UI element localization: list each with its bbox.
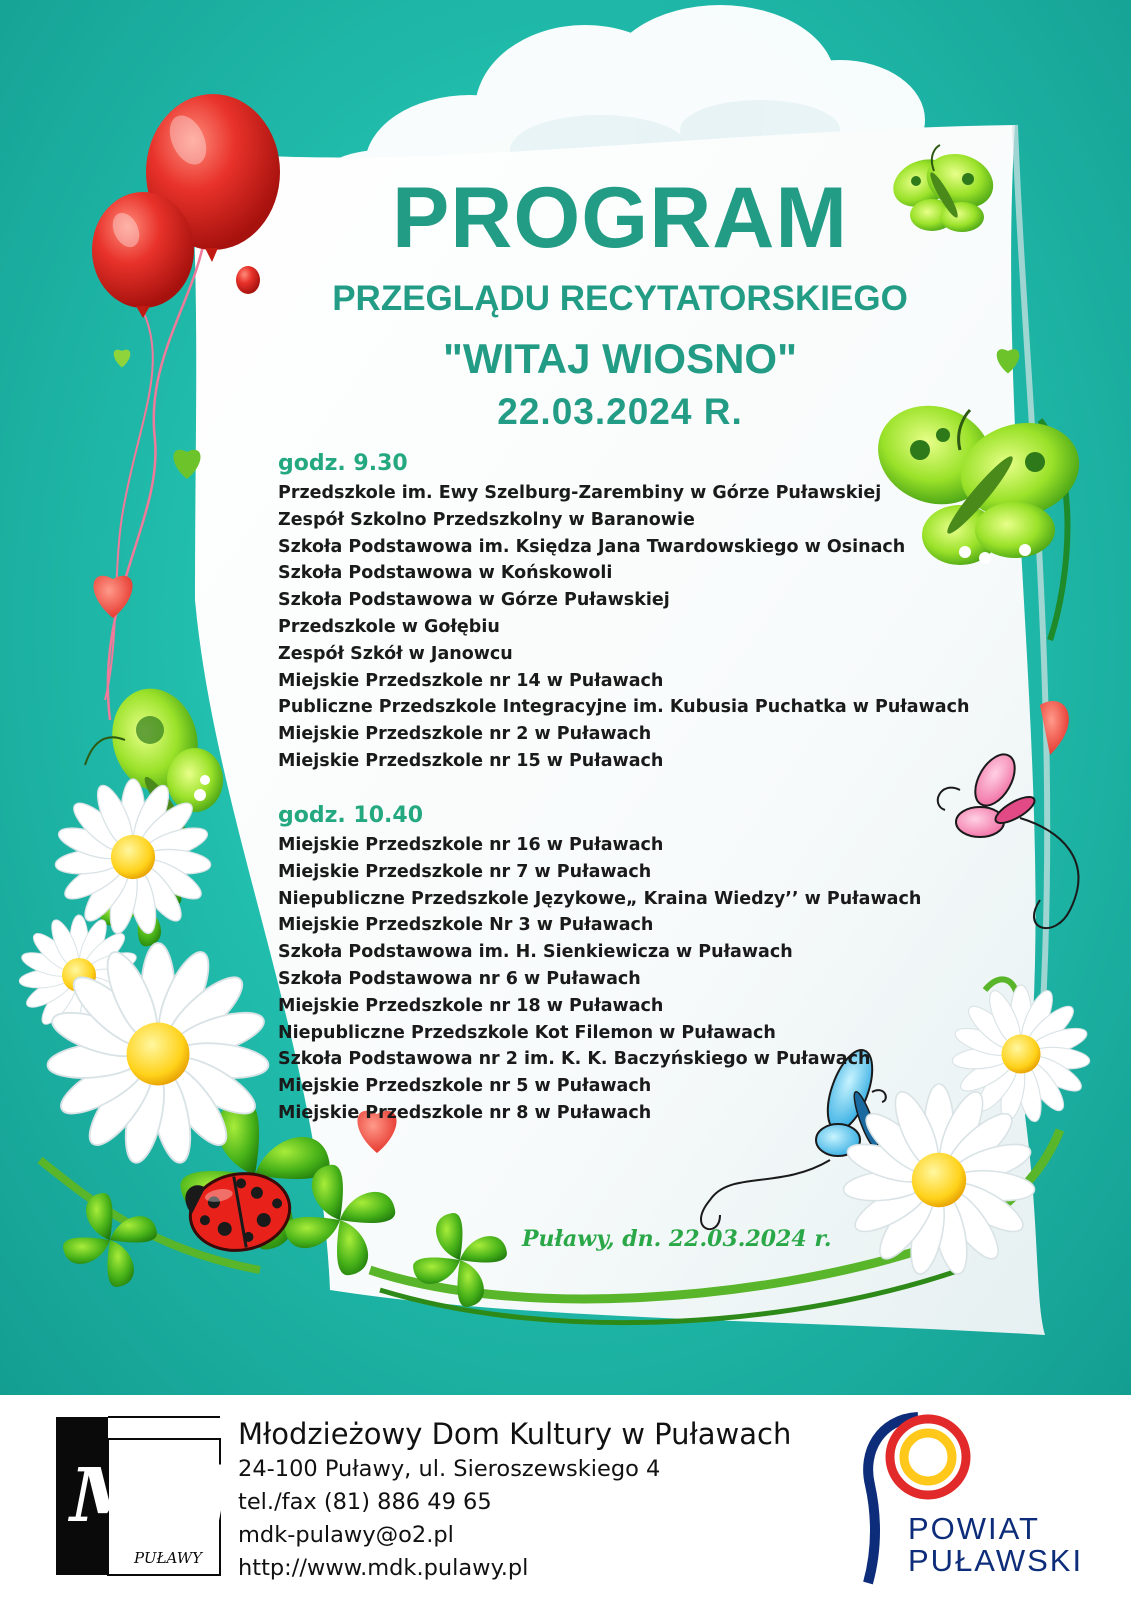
session-block	[278, 450, 998, 775]
phone: tel./fax (81) 886 49 65	[238, 1489, 492, 1515]
list-item: Miejskie Przedszkole nr 16 w Puławach	[278, 835, 664, 855]
list-item: Miejskie Przedszkole nr 18 w Puławach	[278, 995, 664, 1016]
event-date: 22.03.2024 R.	[497, 391, 743, 432]
list-item: Publiczne Przedszkole Integracyjne im. Kubusia Puchatka w Puławach	[278, 697, 970, 718]
list-item: Szkoła Podstawowa w Górze Puławskiej	[278, 590, 670, 611]
page-title: PROGRAM	[391, 170, 849, 266]
list-item: Zespół Szkół w Janowcu	[278, 643, 513, 664]
signature-line: Puławy, dn. 22.03.2024 r.	[522, 1226, 832, 1252]
list-item: Miejskie Przedszkole nr 8 w Puławach	[278, 1102, 652, 1123]
session-block	[278, 802, 998, 1127]
list-item: Szkoła Podstawowa w Końskowoli	[278, 563, 613, 584]
list-item: Miejskie Przedszkole nr 5 w Puławach	[278, 1076, 652, 1097]
list-item: Niepubliczne Przedszkole Językowe„ Kraina Wiedzy’’ w Puławach	[278, 888, 922, 909]
footer	[0, 1395, 1131, 1600]
list-item: Przedszkole im. Ewy Szelburg-Zarembiny w Górze Puławskiej	[278, 483, 882, 503]
list-item: Szkoła Podstawowa im. Księdza Jana Twardowskiego w Osinach	[278, 536, 906, 557]
mdk-logo	[56, 1417, 281, 1583]
event-name: "WITAJ WIOSNO"	[442, 335, 798, 382]
list-item: Niepubliczne Przedszkole Kot Filemon w Puławach	[278, 1022, 776, 1043]
participant-list	[278, 832, 998, 1127]
session-time: godz. 10.40	[278, 803, 424, 828]
list-item: Miejskie Przedszkole nr 14 w Puławach	[278, 670, 664, 691]
list-item: Miejskie Przedszkole nr 2 w Puławach	[278, 724, 652, 745]
list-item: Miejskie Przedszkole nr 15 w Puławach	[278, 750, 664, 771]
contact-block	[238, 1415, 858, 1585]
session-time: godz. 9.30	[278, 451, 408, 476]
list-item: Szkoła Podstawowa im. H. Sienkiewicza w Puławach	[278, 942, 793, 963]
powiat-label-line2: PUŁAWSKI	[908, 1543, 1084, 1578]
list-item: Zespół Szkolno Przedszkolny w Baranowie	[278, 509, 695, 530]
address: 24-100 Puławy, ul. Sieroszewskiego 4	[238, 1456, 661, 1482]
mdk-logo-text: Mdk.	[70, 1453, 281, 1539]
email: mdk-pulawy@o2.pl	[238, 1522, 454, 1548]
powiat-label-line1: POWIAT	[908, 1511, 1040, 1546]
organization-name: Młodzieżowy Dom Kultury w Puławach	[238, 1417, 792, 1451]
page-subtitle: PRZEGLĄDU RECYTATORSKIEGO	[332, 279, 908, 318]
list-item: Miejskie Przedszkole nr 7 w Puławach	[278, 861, 652, 882]
website: http://www.mdk.pulawy.pl	[238, 1555, 529, 1581]
list-item: Szkoła Podstawowa nr 6 w Puławach	[278, 968, 641, 989]
list-item: Szkoła Podstawowa nr 2 im. K. K. Baczyńskiego w Puławach	[278, 1049, 871, 1070]
mdk-logo-subtext: PUŁAWY	[134, 1549, 203, 1567]
list-item: Przedszkole w Gołębiu	[278, 616, 500, 637]
participant-list	[278, 480, 998, 775]
list-item: Miejskie Przedszkole Nr 3 w Puławach	[278, 915, 654, 936]
